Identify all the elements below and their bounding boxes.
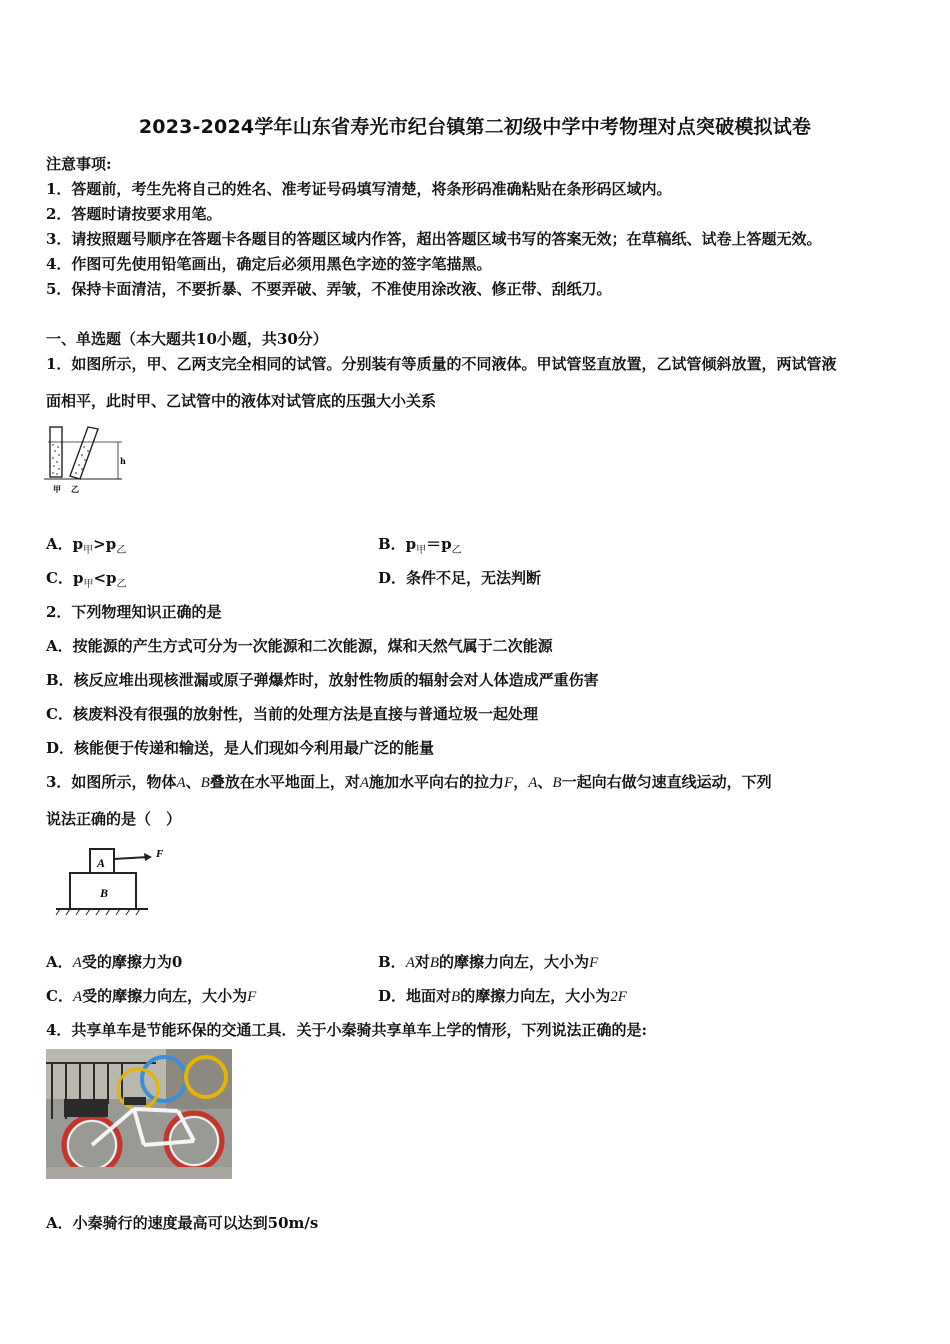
notice-item: 1．答题前，考生先将自己的姓名、准考证号码填写清楚，将条形码准确粘贴在条形码区域内。 [46, 180, 672, 198]
q1-option-a[interactable]: A．$p_甲>p_乙$ [46, 535, 127, 556]
label-b: B [100, 886, 109, 900]
tube-jia [50, 427, 62, 477]
label-jia: 甲 [53, 485, 61, 494]
notice-item: 5．保持卡面清洁，不要折暴、不要弄破、弄皱，不准使用涂改液、修正带、刮纸刀。 [46, 280, 612, 298]
page-title: 2023-2024学年山东省寿光市纪台镇第二初级中学中考物理对点突破模拟试卷 [138, 116, 812, 138]
q2-option-b[interactable]: B．核反应堆出现核泄漏或原子弹爆炸时，放射性物质的辐射会对人体造成严重伤害 [46, 671, 599, 689]
q4-stem: 4．共享单车是节能环保的交通工具．关于小秦骑共享单车上学的情形，下列说法正确的是: [46, 1021, 647, 1039]
q1-option-b[interactable]: B．$p_甲=p_乙$ [378, 535, 462, 556]
q1-stem-line1: 1．如图所示，甲、乙两支完全相同的试管。分别装有等质量的不同液体。甲试管竖直放置，乙试管倾斜放置，两试管液 [46, 355, 837, 373]
q1-option-d[interactable]: D．条件不足，无法判断 [378, 569, 542, 587]
force-arrow [114, 857, 148, 859]
label-f: F [156, 848, 164, 860]
q2-stem: 2．下列物理知识正确的是 [46, 603, 222, 621]
shared-bike-photo [46, 1049, 232, 1179]
q2-option-c[interactable]: C．核废料没有很强的放射性，当前的处理方法是直接与普通垃圾一起处理 [46, 705, 538, 723]
test-tubes-figure [44, 425, 128, 497]
notice-heading: 注意事项: [46, 155, 112, 173]
q2-option-a[interactable]: A．按能源的产生方式可分为一次能源和二次能源，煤和天然气属于二次能源 [46, 637, 553, 655]
label-yi: 乙 [71, 485, 79, 494]
q3-option-a[interactable]: A．A受的摩擦力为0 [46, 953, 183, 971]
q3-option-b[interactable]: B．A对B的摩擦力向左，大小为F [378, 953, 599, 971]
q1-option-c[interactable]: C．$p_甲<p_乙$ [46, 569, 127, 590]
notice-item: 2．答题时请按要求用笔。 [46, 205, 222, 223]
tube-yi [70, 427, 98, 479]
label-a: A [97, 856, 106, 870]
q2-option-d[interactable]: D．核能便于传递和输送，是人们现如今利用最广泛的能量 [46, 739, 435, 757]
q3-stem-line1: 3．如图所示，物体A、B叠放在水平地面上，对A施加水平向右的拉力F，A、B一起向右做匀速直线运动，下列 [46, 773, 772, 791]
q1-stem-line2: 面相平，此时甲、乙试管中的液体对试管底的压强大小关系 [46, 392, 437, 410]
notice-item: 4．作图可先使用铅笔画出，确定后必须用黑色字迹的签字笔描黑。 [46, 255, 492, 273]
q3-stem-line2: 说法正确的是（ ） [46, 810, 182, 828]
q3-option-d[interactable]: D．地面对B的摩擦力向左，大小为2F [378, 987, 627, 1005]
section-heading: 一、单选题（本大题共10小题，共30分） [46, 330, 328, 348]
q4-option-a[interactable]: A．小秦骑行的速度最高可以达到50m/s [46, 1214, 319, 1232]
q3-option-c[interactable]: C．A受的摩擦力向左，大小为F [46, 987, 257, 1005]
notice-item: 3．请按照题号顺序在答题卡各题目的答题区域内作答，超出答题区域书写的答案无效；在草稿纸、试卷上答题无效。 [46, 230, 822, 248]
label-h: h [120, 456, 126, 466]
blocks-figure [52, 843, 164, 919]
